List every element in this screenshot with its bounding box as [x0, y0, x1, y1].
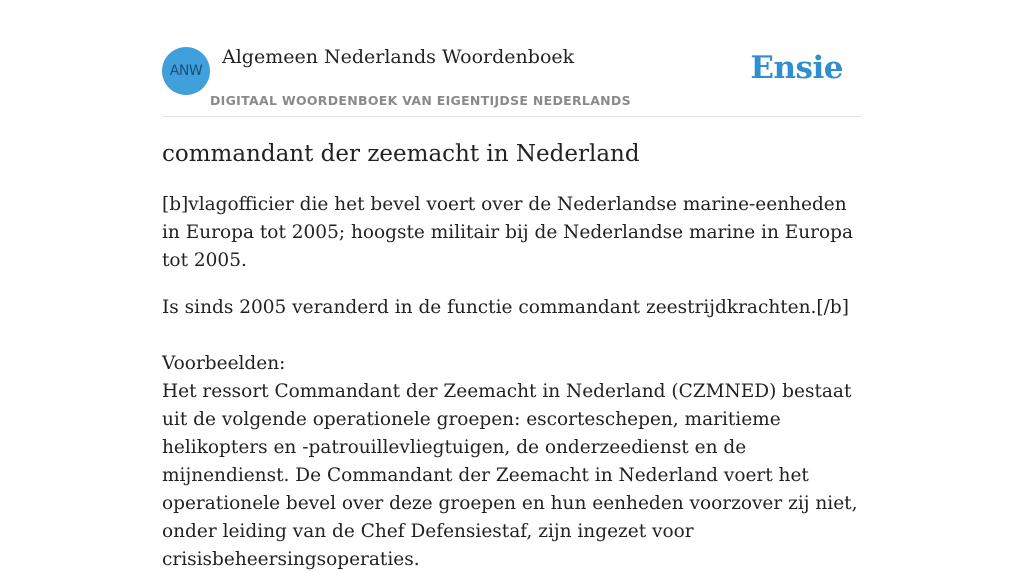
source-logo[interactable]: ANW [162, 47, 210, 95]
examples-label: Voorbeelden: [162, 353, 286, 374]
source-subtitle: DIGITAAL WOORDENBOEK VAN EIGENTIJDSE NEDERLANDS [210, 93, 631, 108]
entry-definition: [b]vlagofficier die het bevel voert over de Nederlandse marine-eenheden in Europa tot 2005; hoogste militair bij de Nederlandse marine in Europa tot 2005. [162, 194, 854, 271]
brand-logo[interactable]: Ensie [750, 50, 843, 86]
page-header [162, 40, 862, 117]
entry-content [162, 137, 862, 574]
source-title[interactable]: Algemeen Nederlands Woordenboek [222, 46, 575, 68]
entry-note: Is sinds 2005 veranderd in de functie commandant zeestrijdkrachten.[/b] [162, 297, 849, 318]
example-text: Het ressort Commandant der Zeemacht in Nederland (CZMNED) bestaat uit de volgende operationele groepen: escorteschepen, maritieme helikopters en -patrouillevliegtuigen, de onderzeedienst en de mijnendienst. De Commandant der Zeemacht in Nederland voert het operationele bevel over deze groepen en hun eenheden voorzover zij niet, onder leiding van de Chef Defensiestaf, zijn ingezet voor crisisbeheersingsoperaties. [162, 381, 858, 570]
entry-title: commandant der zeemacht in Nederland [162, 141, 640, 167]
